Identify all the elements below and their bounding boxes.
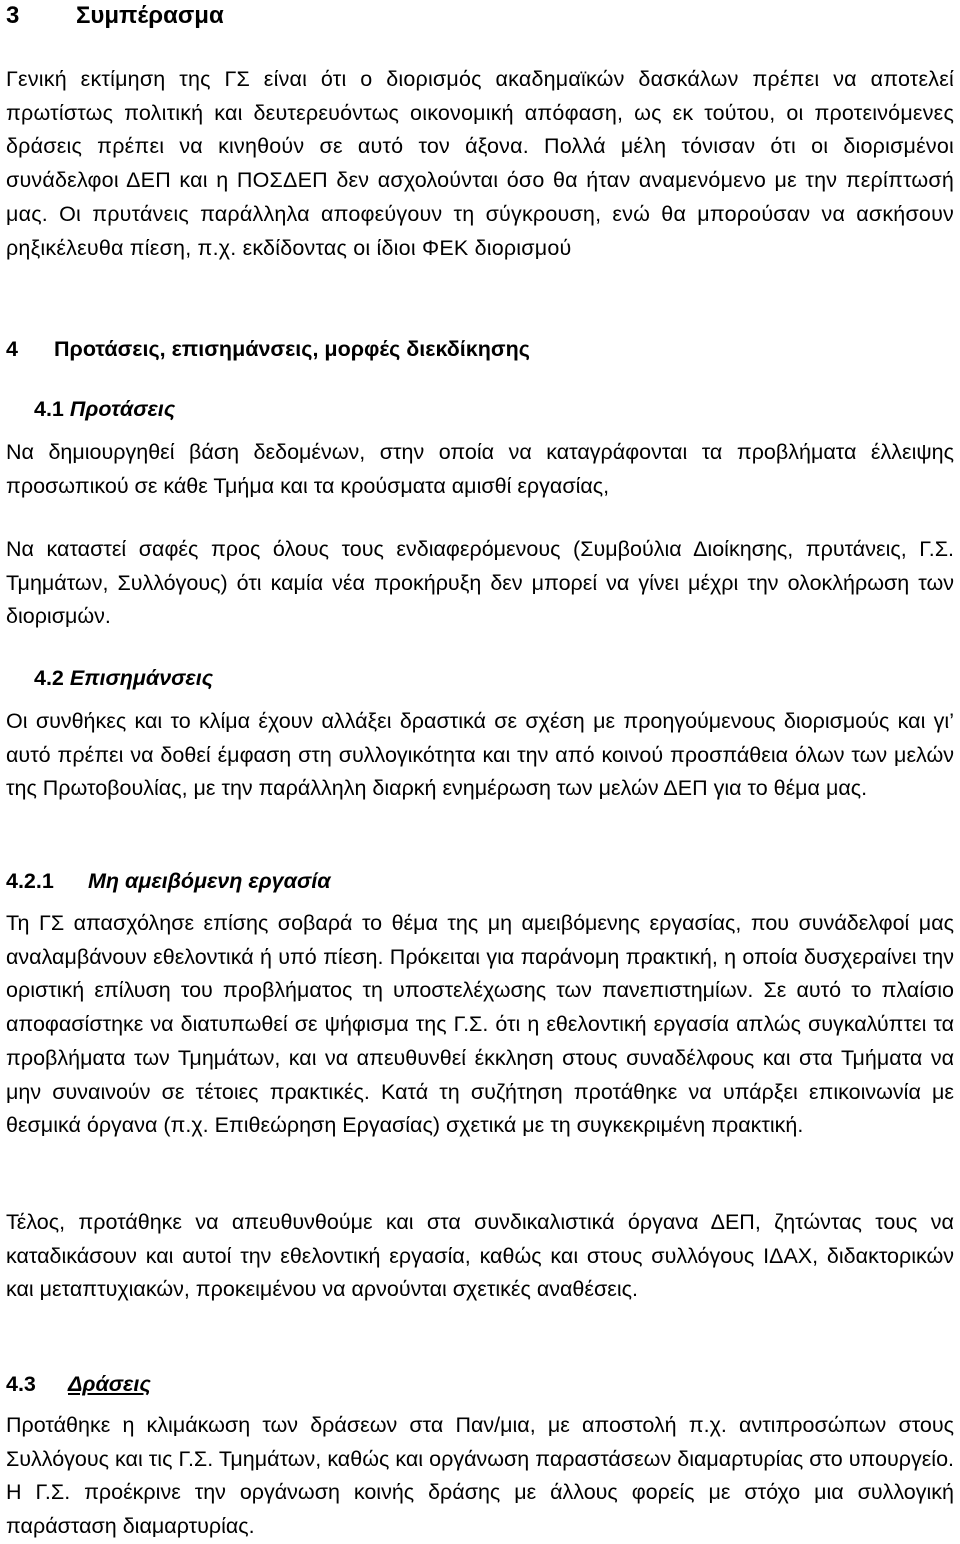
section-4-2-title: Επισημάνσεις — [69, 666, 214, 690]
section-4-1-heading — [34, 397, 175, 422]
section-4-2-1-title: Μη αμειβόμενη εργασία — [88, 869, 331, 893]
section-4-1-title: Προτάσεις — [69, 397, 176, 421]
section-3-title: Συμπέρασμα — [76, 2, 224, 29]
section-4-2-1-paragraph-2: Τέλος, προτάθηκε να απευθυνθούμε και στα συνδικαλιστικά όργανα ΔΕΠ, ζητώντας τους να καταδικάσουν και αυτοί την εθελοντική εργασία, καθώς και στους συλλόγους ΙΔΑΧ, διδακτορικών και μεταπτυχιακών, προκειμένου να αρνούνται σχετικές αναθέσεις. — [6, 1210, 954, 1302]
section-4-2-heading — [34, 666, 213, 691]
section-4-1-paragraph-2: Να καταστεί σαφές προς όλους τους ενδιαφερόμενους (Συμβούλια Διοίκησης, πρυτάνεις, Γ.Σ. Τμημάτων, Συλλόγους) ότι καμία νέα προκήρυξη δεν μπορεί να γίνει μέχρι την ολοκλήρωση των διορισμών. — [6, 537, 954, 629]
section-4-3-heading — [6, 1372, 151, 1397]
section-3-heading — [6, 2, 224, 30]
section-4-2-number: 4.2 — [34, 666, 64, 690]
section-4-1-number: 4.1 — [34, 397, 64, 421]
section-4-2-1-paragraph-1: Τη ΓΣ απασχόλησε επίσης σοβαρά το θέμα της μη αμειβόμενης εργασίας, που συνάδελφοί μας αναλαμβάνουν εθελοντικά ή υπό πίεση. Πρόκειται για παράνομη πρακτική, η οποία δυσχεραίνει την οριστική επίλυση του προβλήματος τη υποστελέχωσης των πανεπιστημίων. Σε αυτό το πλαίσιο αποφασίστηκε να διατυπωθεί σε ψήφισμα της Γ.Σ. ότι η εθελοντική εργασία απλώς συγκαλύπτει τα προβλήματα των Τμημάτων, και να απευθυνθεί έκκληση στους συναδέλφους και στα Τμήματα να μην συναινούν σε τέτοιες πρακτικές. Κατά τη συζήτηση προτάθηκε να υπάρξει επικοινωνία με θεσμικά όργανα (π.χ. Επιθεώρηση Εργασίας) σχετικά με τη συγκεκριμένη πρακτική. — [6, 911, 954, 1138]
section-4-3-number: 4.3 — [6, 1372, 36, 1396]
section-4-2-paragraph: Οι συνθήκες και το κλίμα έχουν αλλάξει δραστικά σε σχέση με προηγούμενους διορισμούς και γι’ αυτό πρέπει να δοθεί έμφαση στη συλλογικότητα και την από κοινού προσπάθεια όλων των μελών της Πρωτοβουλίας, με την παράλληλη διαρκή ενημέρωση των μελών ΔΕΠ για το θέμα μας. — [6, 709, 954, 801]
section-4-number: 4 — [6, 337, 18, 361]
section-3-paragraph: Γενική εκτίμηση της ΓΣ είναι ότι ο διορισμός ακαδημαϊκών δασκάλων πρέπει να αποτελεί πρωτίστως πολιτική και δευτερευόντως οικονομική απόφαση, ως εκ τούτου, οι προτεινόμενες δράσεις πρέπει να κινηθούν σε αυτό τον άξονα. Πολλά μέλη τόνισαν ότι οι διορισμένοι συνάδελφοι ΔΕΠ και η ΠΟΣΔΕΠ δεν ασχολούνται όσο θα ήταν αναμενόμενο με την περίπτωσή μας. Οι πρυτάνεις παράλληλα αποφεύγουν τη σύγκρουση, ενώ θα μπορούσαν να ασκήσουν ρηξικέλευθα πίεση, π.χ. εκδίδοντας οι ίδιοι ΦΕΚ διορισμού — [6, 67, 954, 260]
section-4-1-paragraph-1: Να δημιουργηθεί βάση δεδομένων, στην οποία να καταγράφονται τα προβλήματα έλλειψης προσωπικού σε κάθε Τμήμα και τα κρούσματα αμισθί εργασίας, — [6, 440, 954, 498]
section-4-3-paragraph: Προτάθηκε η κλιμάκωση των δράσεων στα Παν/μια, με αποστολή π.χ. αντιπροσώπων στους Συλλόγους και τις Γ.Σ. Τμημάτων, καθώς και οργάνωση παραστάσεων διαμαρτυρίας στο υπουργείο. Η Γ.Σ. προέκρινε την οργάνωση κοινής δράσης με άλλους φορείς με στόχο μια συλλογική παράσταση διαμαρτυρίας. — [6, 1413, 954, 1539]
section-3-number: 3 — [6, 2, 20, 29]
section-4-heading — [6, 337, 530, 362]
section-4-3-title: Δράσεις — [68, 1372, 151, 1396]
section-4-2-1-number: 4.2.1 — [6, 869, 54, 893]
section-4-2-1-heading — [6, 869, 331, 894]
section-4-title: Προτάσεις, επισημάνσεις, μορφές διεκδίκησης — [54, 337, 530, 361]
